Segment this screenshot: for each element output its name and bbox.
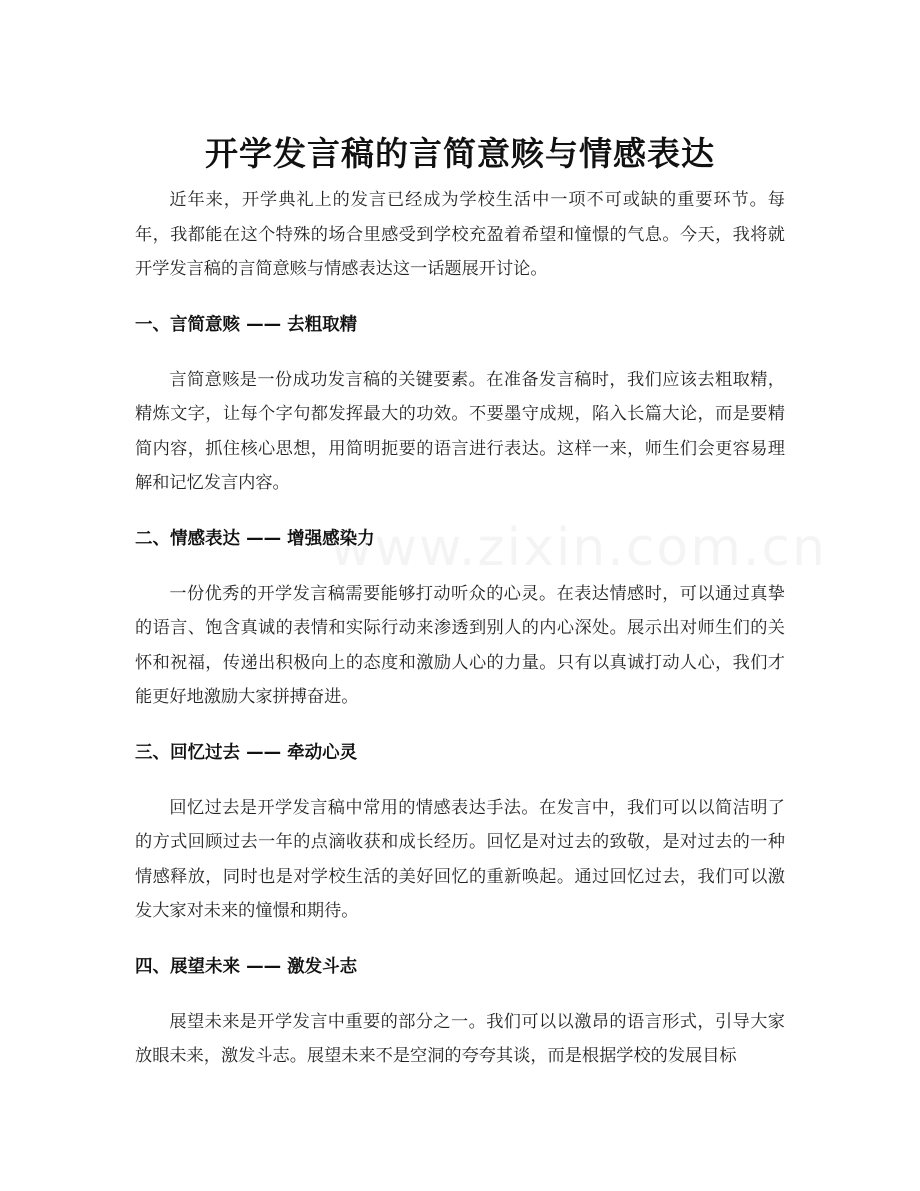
intro-paragraph: 近年来，开学典礼上的发言已经成为学校生活中一项不可或缺的重要环节。每年，我都能在这个特殊的场合里感受到学校充盈着希望和憧憬的气息。今天，我将就开学发言稿的言简意赅与情感表达这一话题展开讨论。	[135, 190, 785, 279]
section-paragraph-3: 回忆过去是开学发言稿中常用的情感表达手法。在发言中，我们可以以简洁明了的方式回顾过去一年的点滴收获和成长经历。回忆是对过去的致敬，是对过去的一种情感释放，同时也是对学校生活的美好回忆的重新唤起。通过回忆过去，我们可以激发大家对未来的憧憬和期待。	[135, 797, 785, 921]
section-paragraph-1: 言简意赅是一份成功发言稿的关键要素。在准备发言稿时，我们应该去粗取精，精炼文字，让每个字句都发挥最大的功效。不要墨守成规，陷入长篇大论，而是要精简内容，抓住核心思想，用简明扼要的语言进行表达。这样一来，师生们会更容易理解和记忆发言内容。	[135, 369, 785, 493]
section-heading-4: 四、展望未来 —— 激发斗志	[135, 956, 358, 977]
section-paragraph-4: 展望未来是开学发言中重要的部分之一。我们可以以激昂的语言形式，引导大家放眼未来，激发斗志。展望未来不是空洞的夸夸其谈，而是根据学校的发展目标	[135, 1011, 785, 1066]
section-heading-3: 三、回忆过去 —— 牵动心灵	[135, 742, 358, 763]
document-title: 开学发言稿的言简意赅与情感表达	[205, 134, 715, 174]
document-body	[135, 183, 785, 1097]
section-paragraph-2: 一份优秀的开学发言稿需要能够打动听众的心灵。在表达情感时，可以通过真挚的语言、饱含真诚的表情和实际行动来渗透到别人的内心深处。展示出对师生们的关怀和祝福，传递出积极向上的态度和激励人心的力量。只有以真诚打动人心，我们才能更好地激励大家拼搏奋进。	[135, 583, 785, 707]
section-heading-1: 一、言简意赅 —— 去粗取精	[135, 314, 358, 335]
section-heading-2: 二、情感表达 —— 增强感染力	[135, 528, 375, 549]
